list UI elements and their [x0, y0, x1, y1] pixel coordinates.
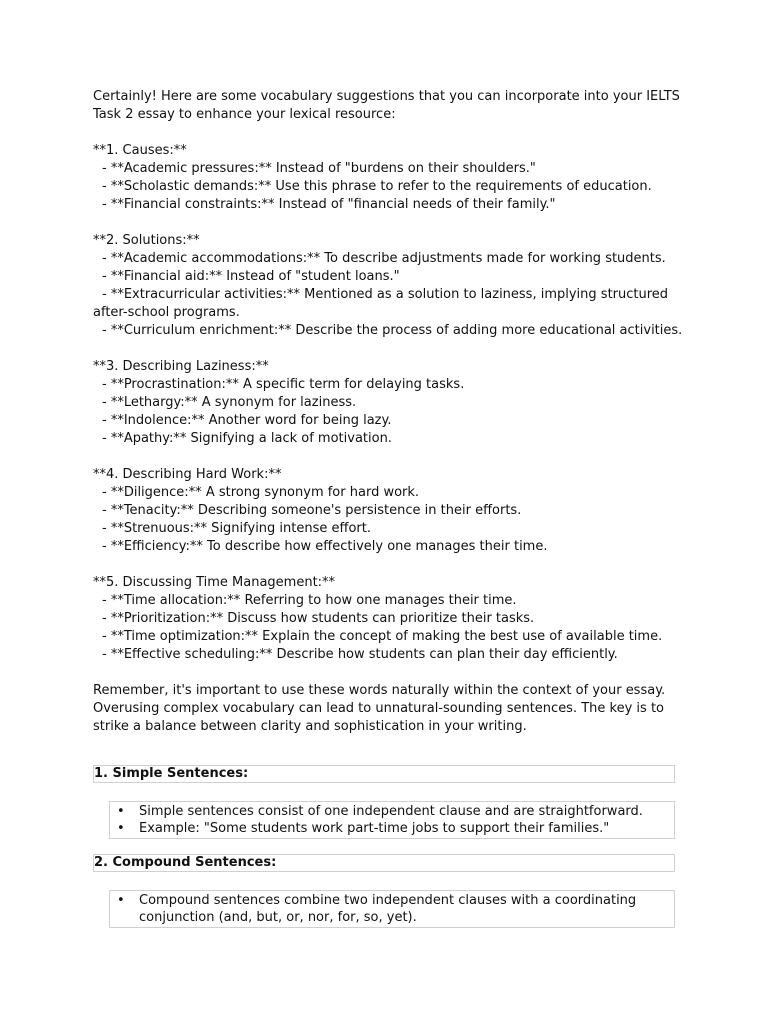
- closing-paragraph: Remember, it's important to use these words naturally within the context of your essay. Overusing complex vocabulary can lead to unnatural-sounding sentences. The key is to strike a balance between clarity and sophistication in your writing.: [93, 683, 670, 734]
- heading-text: 2. Compound Sentences:: [94, 855, 277, 870]
- list-item: - **Indolence:** Another word for being lazy.: [102, 413, 392, 428]
- list-item: - **Extracurricular activities:** Mentioned as a solution to laziness, implying structured: [102, 287, 669, 302]
- list-item: - **Curriculum enrichment:** Describe the process of adding more educational activities.: [102, 323, 683, 338]
- list-item: - **Strenuous:** Signifying intense effort.: [102, 521, 372, 536]
- list-item-continuation: after-school programs.: [93, 305, 240, 320]
- list-item: • Simple sentences consist of one independent clause and are straightforward.: [110, 803, 674, 820]
- document-body: [93, 88, 683, 736]
- compound-sentences-list: [109, 890, 675, 928]
- list-item: - **Lethargy:** A synonym for laziness.: [102, 395, 357, 410]
- list-item: - **Scholastic demands:** Use this phrase to refer to the requirements of education.: [102, 179, 652, 194]
- section-causes: [93, 142, 683, 214]
- intro-paragraph: Certainly! Here are some vocabulary suggestions that you can incorporate into your IELTS Task 2 essay to enhance your lexical resource:: [93, 89, 685, 122]
- compound-sentences-heading: [93, 854, 675, 872]
- list-item: - **Procrastination:** A specific term for delaying tasks.: [102, 377, 465, 392]
- section-laziness: [93, 358, 683, 448]
- list-item: - **Financial constraints:** Instead of "financial needs of their family.": [102, 197, 556, 212]
- list-item: - **Time allocation:** Referring to how one manages their time.: [102, 593, 517, 608]
- list-item: - **Diligence:** A strong synonym for hard work.: [102, 485, 420, 500]
- list-item: - **Tenacity:** Describing someone's persistence in their efforts.: [102, 503, 522, 518]
- list-item: - **Prioritization:** Discuss how students can prioritize their tasks.: [102, 611, 535, 626]
- heading-text: 1. Simple Sentences:: [94, 766, 249, 781]
- list-item: • Example: "Some students work part-time jobs to support their families.": [110, 820, 674, 837]
- section-heading: **3. Describing Laziness:**: [93, 359, 269, 374]
- simple-sentences-list: [109, 801, 675, 839]
- section-heading: **5. Discussing Time Management:**: [93, 575, 336, 590]
- list-item: - **Time optimization:** Explain the concept of making the best use of available time.: [102, 629, 663, 644]
- list-item: • Compound sentences combine two independent clauses with a coordinating conjunction (and, but, or, nor, for, so, yet).: [110, 892, 674, 926]
- list-item: - **Apathy:** Signifying a lack of motivation.: [102, 431, 392, 446]
- section-solutions: [93, 232, 683, 340]
- section-heading: **4. Describing Hard Work:**: [93, 467, 282, 482]
- list-item: - **Efficiency:** To describe how effectively one manages their time.: [102, 539, 548, 554]
- section-time-management: [93, 574, 683, 664]
- simple-sentences-heading: [93, 765, 675, 783]
- section-hard-work: [93, 466, 683, 556]
- section-heading: **1. Causes:**: [93, 143, 187, 158]
- list-item: - **Academic accommodations:** To describe adjustments made for working students.: [102, 251, 666, 266]
- list-item: - **Academic pressures:** Instead of "burdens on their shoulders.": [102, 161, 536, 176]
- section-heading: **2. Solutions:**: [93, 233, 200, 248]
- list-item: - **Effective scheduling:** Describe how students can plan their day efficiently.: [102, 647, 618, 662]
- list-item: - **Financial aid:** Instead of "student loans.": [102, 269, 400, 284]
